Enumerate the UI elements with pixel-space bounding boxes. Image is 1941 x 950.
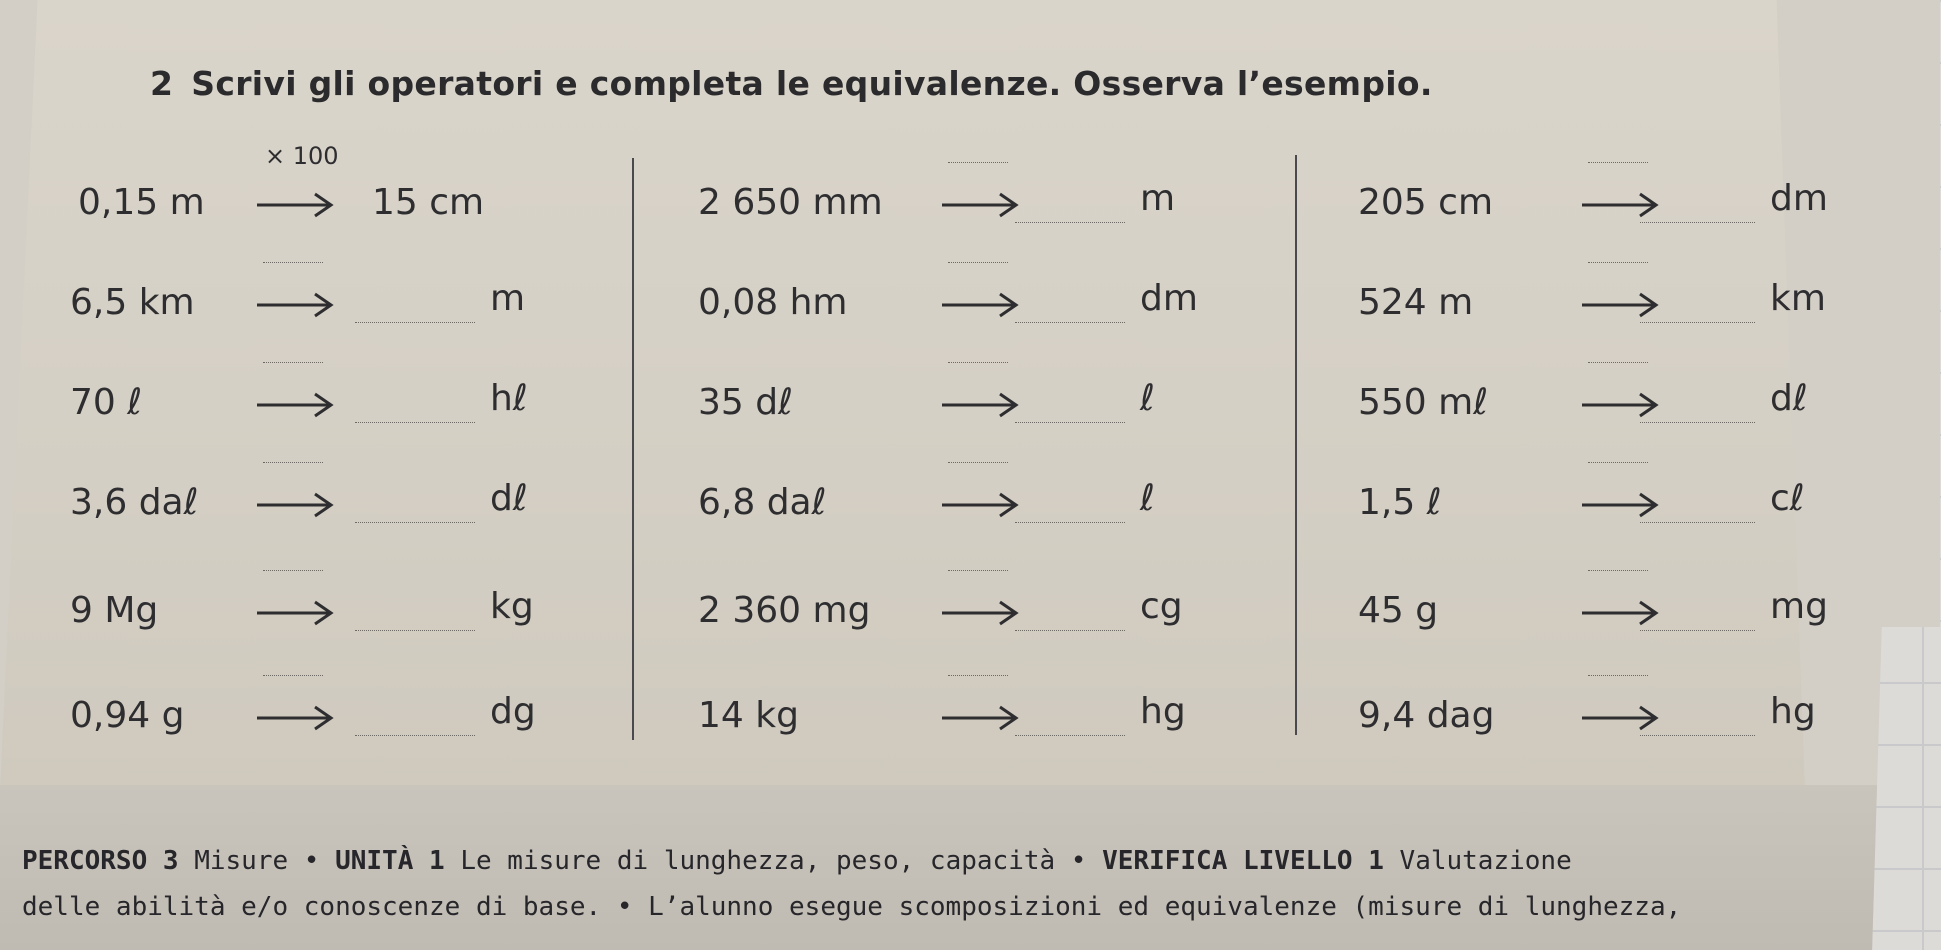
operator-blank[interactable] <box>263 675 323 676</box>
answer-blank[interactable] <box>1640 735 1755 736</box>
footer-line-1 <box>22 846 1572 876</box>
operator-blank[interactable] <box>1588 262 1648 263</box>
right-arrow-icon <box>1580 290 1660 320</box>
target-unit: dℓ <box>1770 378 1808 419</box>
example-operator: × 100 <box>265 142 339 170</box>
exercise-instruction: Scrivi gli operatori e completa le equivalenze. Osserva l’esempio. <box>191 64 1433 103</box>
right-arrow-icon <box>1580 703 1660 733</box>
footer-text-a: Misure • <box>178 846 336 876</box>
operator-blank[interactable] <box>263 570 323 571</box>
right-arrow-icon <box>255 703 335 733</box>
answer-blank[interactable] <box>355 422 475 423</box>
answer-blank[interactable] <box>1640 322 1755 323</box>
target-unit: km <box>1770 278 1826 319</box>
right-arrow-icon <box>1580 598 1660 628</box>
answer-blank[interactable] <box>1640 422 1755 423</box>
exercise-number: 2 <box>150 64 174 103</box>
right-arrow-icon <box>1580 490 1660 520</box>
operator-blank[interactable] <box>1588 462 1648 463</box>
given-quantity: 6,8 daℓ <box>698 482 827 523</box>
right-arrow-icon <box>255 598 335 628</box>
given-quantity: 45 g <box>1358 590 1439 631</box>
operator-blank[interactable] <box>263 262 323 263</box>
operator-blank[interactable] <box>948 262 1008 263</box>
given-quantity: 2 360 mg <box>698 590 871 631</box>
answer-blank[interactable] <box>1640 630 1755 631</box>
right-arrow-icon <box>940 190 1020 220</box>
example-given: 0,15 m <box>78 182 205 223</box>
footer-text-c: Valutazione <box>1383 846 1572 876</box>
target-unit: hℓ <box>490 378 528 419</box>
right-arrow-icon <box>940 703 1020 733</box>
target-unit: ℓ <box>1140 478 1155 519</box>
right-arrow-icon <box>940 490 1020 520</box>
target-unit: hg <box>1140 691 1186 732</box>
target-unit: dm <box>1770 178 1828 219</box>
target-unit: cg <box>1140 586 1183 627</box>
right-arrow-icon <box>255 290 335 320</box>
given-quantity: 3,6 daℓ <box>70 482 199 523</box>
target-unit: mg <box>1770 586 1828 627</box>
right-arrow-icon <box>940 290 1020 320</box>
answer-blank[interactable] <box>1015 522 1125 523</box>
footer-line-2: delle abilità e/o conoscenze di base. • L’alunno esegue scomposizioni ed equivalenze (misure di lunghezza, <box>22 892 1682 922</box>
given-quantity: 205 cm <box>1358 182 1494 223</box>
footer-unita: UNITÀ 1 <box>335 846 445 876</box>
answer-blank[interactable] <box>1015 222 1125 223</box>
operator-blank[interactable] <box>1588 570 1648 571</box>
operator-blank[interactable] <box>948 162 1008 163</box>
footer-text-b: Le misure di lunghezza, peso, capacità • <box>444 846 1103 876</box>
answer-blank[interactable] <box>1015 322 1125 323</box>
given-quantity: 2 650 mm <box>698 182 883 223</box>
target-unit: kg <box>490 586 534 627</box>
operator-blank[interactable] <box>1588 675 1648 676</box>
operator-blank[interactable] <box>263 362 323 363</box>
column-divider-2 <box>1295 155 1297 735</box>
operator-blank[interactable] <box>263 462 323 463</box>
example-answer: 15 cm <box>372 182 485 223</box>
given-quantity: 70 ℓ <box>70 382 143 423</box>
target-unit: ℓ <box>1140 378 1155 419</box>
column-divider-1 <box>632 158 634 740</box>
given-quantity: 6,5 km <box>70 282 195 323</box>
operator-blank[interactable] <box>1588 362 1648 363</box>
footer-percorso: PERCORSO 3 <box>22 846 179 876</box>
given-quantity: 35 dℓ <box>698 382 793 423</box>
right-arrow-icon <box>940 390 1020 420</box>
target-unit: dg <box>490 691 536 732</box>
target-unit: dℓ <box>490 478 528 519</box>
given-quantity: 550 mℓ <box>1358 382 1489 423</box>
answer-blank[interactable] <box>1015 735 1125 736</box>
answer-blank[interactable] <box>1640 222 1755 223</box>
operator-blank[interactable] <box>948 570 1008 571</box>
footer-verifica: VERIFICA LIVELLO 1 <box>1102 846 1384 876</box>
operator-blank[interactable] <box>948 362 1008 363</box>
operator-blank[interactable] <box>948 462 1008 463</box>
operator-blank[interactable] <box>1588 162 1648 163</box>
right-arrow-icon <box>1580 190 1660 220</box>
given-quantity: 0,08 hm <box>698 282 848 323</box>
given-quantity: 9,4 dag <box>1358 695 1495 736</box>
right-arrow-icon <box>255 490 335 520</box>
right-arrow-icon <box>940 598 1020 628</box>
given-quantity: 9 Mg <box>70 590 159 631</box>
target-unit: m <box>1140 178 1176 219</box>
answer-blank[interactable] <box>1015 630 1125 631</box>
right-arrow-icon <box>255 390 335 420</box>
operator-blank[interactable] <box>948 675 1008 676</box>
answer-blank[interactable] <box>1640 522 1755 523</box>
answer-blank[interactable] <box>1015 422 1125 423</box>
given-quantity: 14 kg <box>698 695 799 736</box>
given-quantity: 0,94 g <box>70 695 185 736</box>
given-quantity: 1,5 ℓ <box>1358 482 1442 523</box>
given-quantity: 524 m <box>1358 282 1474 323</box>
target-unit: hg <box>1770 691 1816 732</box>
exercise-title <box>150 64 1433 103</box>
answer-blank[interactable] <box>355 630 475 631</box>
right-arrow-icon <box>1580 390 1660 420</box>
target-unit: m <box>490 278 526 319</box>
right-arrow-icon <box>255 190 335 220</box>
target-unit: dm <box>1140 278 1198 319</box>
answer-blank[interactable] <box>355 735 475 736</box>
answer-blank[interactable] <box>355 322 475 323</box>
target-unit: cℓ <box>1770 478 1805 519</box>
answer-blank[interactable] <box>355 522 475 523</box>
